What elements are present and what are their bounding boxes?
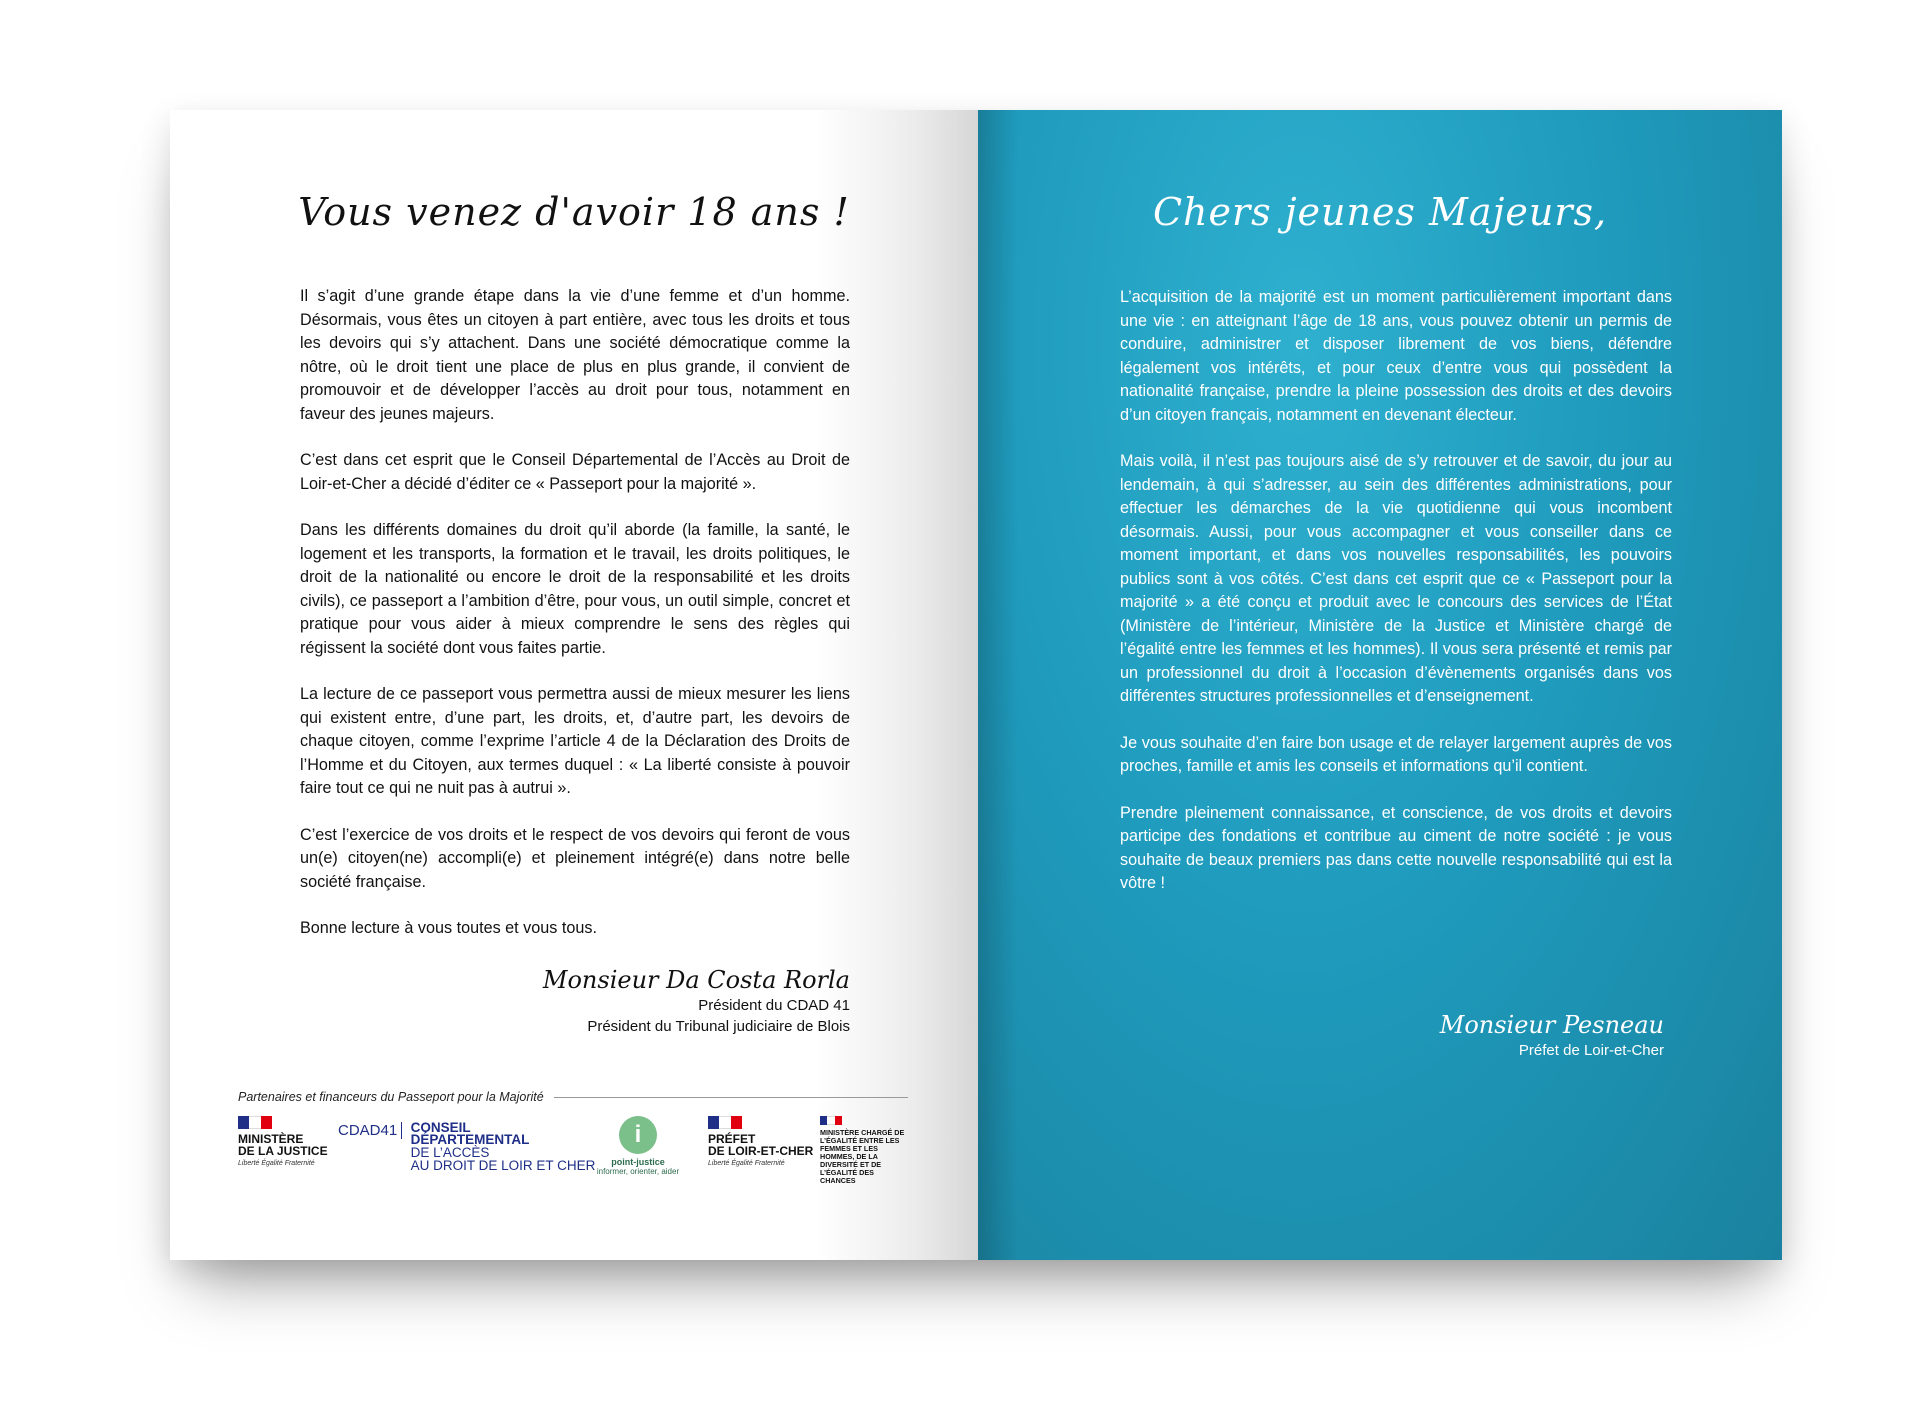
- right-signature: [1244, 1010, 1664, 1061]
- marianne-flag-icon: [708, 1116, 742, 1129]
- signatory-role: Président du Tribunal judiciaire de Blois: [587, 1018, 850, 1035]
- right-page-title: Chers jeunes Majeurs,: [1152, 190, 1608, 234]
- divider: [554, 1097, 908, 1098]
- prefet-logo: PRÉFET DE LOIR-ET-CHER Liberté Égalité Fraternité: [708, 1116, 813, 1168]
- left-page: [170, 110, 978, 1260]
- cdad-mark-icon: CDAD41: [338, 1122, 402, 1139]
- right-page-body: [1120, 286, 1672, 919]
- signatory-role: Préfet de Loir-et-Cher: [1518, 1042, 1664, 1059]
- paragraph: C’est dans cet esprit que le Conseil Départemental de l’Accès au Droit de Loir-et-Cher a décidé d’éditer ce « Passeport pour la majorité ».: [300, 451, 850, 493]
- paragraph: Je vous souhaite d’en faire bon usage et de relayer largement auprès de vos proches, famille et amis les conseils et informations qu’il contient.: [1120, 733, 1672, 775]
- paragraph: C’est l’exercice de vos droits et le respect de vos devoirs qui feront de vous un(e) citoyen(ne) accompli(e) et pleinement intégré(e) dans notre belle société française.: [300, 825, 850, 891]
- point-justice-logo: i point-justice informer, orienter, aider: [593, 1116, 683, 1176]
- marianne-flag-icon: [238, 1116, 272, 1129]
- cdad-logo: CDAD41 CONSEIL DÉPARTEMENTAL DE L’ACCÈS AU DROIT DE LOIR ET CHER: [338, 1120, 596, 1173]
- left-signature: [430, 965, 850, 1037]
- marianne-flag-icon: [820, 1116, 842, 1125]
- point-justice-icon: i: [619, 1116, 657, 1154]
- left-page-body: [300, 285, 850, 964]
- paragraph: Dans les différents domaines du droit qu’il aborde (la famille, la santé, le logement et les transports, la formation et le travail, les droits politiques, le droit de la nationalité ou encore le droit de la responsabilité et les droits civils), ce passeport a l’ambition d’être, pour vous, un outil simple, concret et pratique pour vous aider à mieux comprendre le sens des règles qui régissent la société dont vous faites partie.: [300, 521, 850, 657]
- signatory-role: Président du CDAD 41: [698, 997, 850, 1014]
- ministere-egalite-logo: MINISTÈRE CHARGÉ DE L’ÉGALITÉ ENTRE LES FEMMES ET LES HOMMES, DE LA DIVERSITÉ ET DE L’ÉGALITÉ DES CHANCES: [820, 1116, 910, 1185]
- signatory-name: Monsieur Da Costa Rorla: [542, 966, 850, 994]
- paragraph: Mais voilà, il n’est pas toujours aisé de s’y retrouver et de savoir, du jour au lendemain, à qui s’adresser, au sein des différentes administrations, pour effectuer les démarches de la vie quotidienne qui vous incombent désormais. Aussi, pour vous accompagner et vous conseiller dans ce moment important, et dans vos nouvelles responsabilités, les pouvoirs publics sont à vos côtés. C’est dans cet esprit que ce « Passeport pour la majorité » a été conçu et produit avec le concours des services de l’État (Ministère de l’intérieur, Ministère de la Justice et Ministère chargé de l’égalité entre les femmes et les hommes). Il vous sera présenté et remis par un professionnel du droit à l’occasion d’évènements organisés dans vos différentes structures professionnelles et d’enseignement.: [1120, 452, 1672, 705]
- ministere-justice-logo: MINISTÈRE DE LA JUSTICE Liberté Égalité Fraternité: [238, 1116, 328, 1168]
- paragraph: L’acquisition de la majorité est un moment particulièrement important dans une vie : en atteignant l’âge de 18 ans, vous pouvez obtenir un permis de conduire, administrer et disposer librement de vos biens, défendre légalement vos intérêts, et pour ceux d’entre vous qui possèdent la nationalité française, prendre la pleine possession des droits et des devoirs d’un citoyen français, notamment en devenant électeur.: [1120, 288, 1672, 424]
- paragraph: Il s’agit d’une grande étape dans la vie d’une femme et d’un homme. Désormais, vous êtes un citoyen à part entière, avec tous les droits et tous les devoirs qui s’y attachent. Dans une société démocratique comme la nôtre, où le droit tient une place de plus en plus grande, il convient de promouvoir et de développer l’accès au droit pour tous, notamment en faveur des jeunes majeurs.: [300, 287, 850, 423]
- paragraph: Bonne lecture à vous toutes et vous tous.: [300, 919, 597, 937]
- partners-section: [238, 1090, 908, 1226]
- right-page: [978, 110, 1782, 1260]
- left-page-title: Vous venez d'avoir 18 ans !: [298, 190, 850, 234]
- paragraph: Prendre pleinement connaissance, et conscience, de vos droits et devoirs participe des fondations et contribue au ciment de notre société : je vous souhaite de beaux premiers pas dans cette nouvelle responsabilité qui est la vôtre !: [1120, 803, 1672, 892]
- signatory-name: Monsieur Pesneau: [1439, 1011, 1664, 1039]
- partners-heading: Partenaires et financeurs du Passeport pour la Majorité: [238, 1090, 908, 1104]
- paragraph: La lecture de ce passeport vous permettra aussi de mieux mesurer les liens qui existent entre, d’une part, les droits, et, d’autre part, les devoirs de chaque citoyen, comme l’exprime l’article 4 de la Déclaration des Droits de l’Homme et du Citoyen, aux termes duquel : « La liberté consiste à pouvoir faire tout ce qui ne nuit pas à autrui ».: [300, 685, 850, 797]
- partner-logos: [238, 1116, 908, 1226]
- brochure-spread: [170, 110, 1782, 1260]
